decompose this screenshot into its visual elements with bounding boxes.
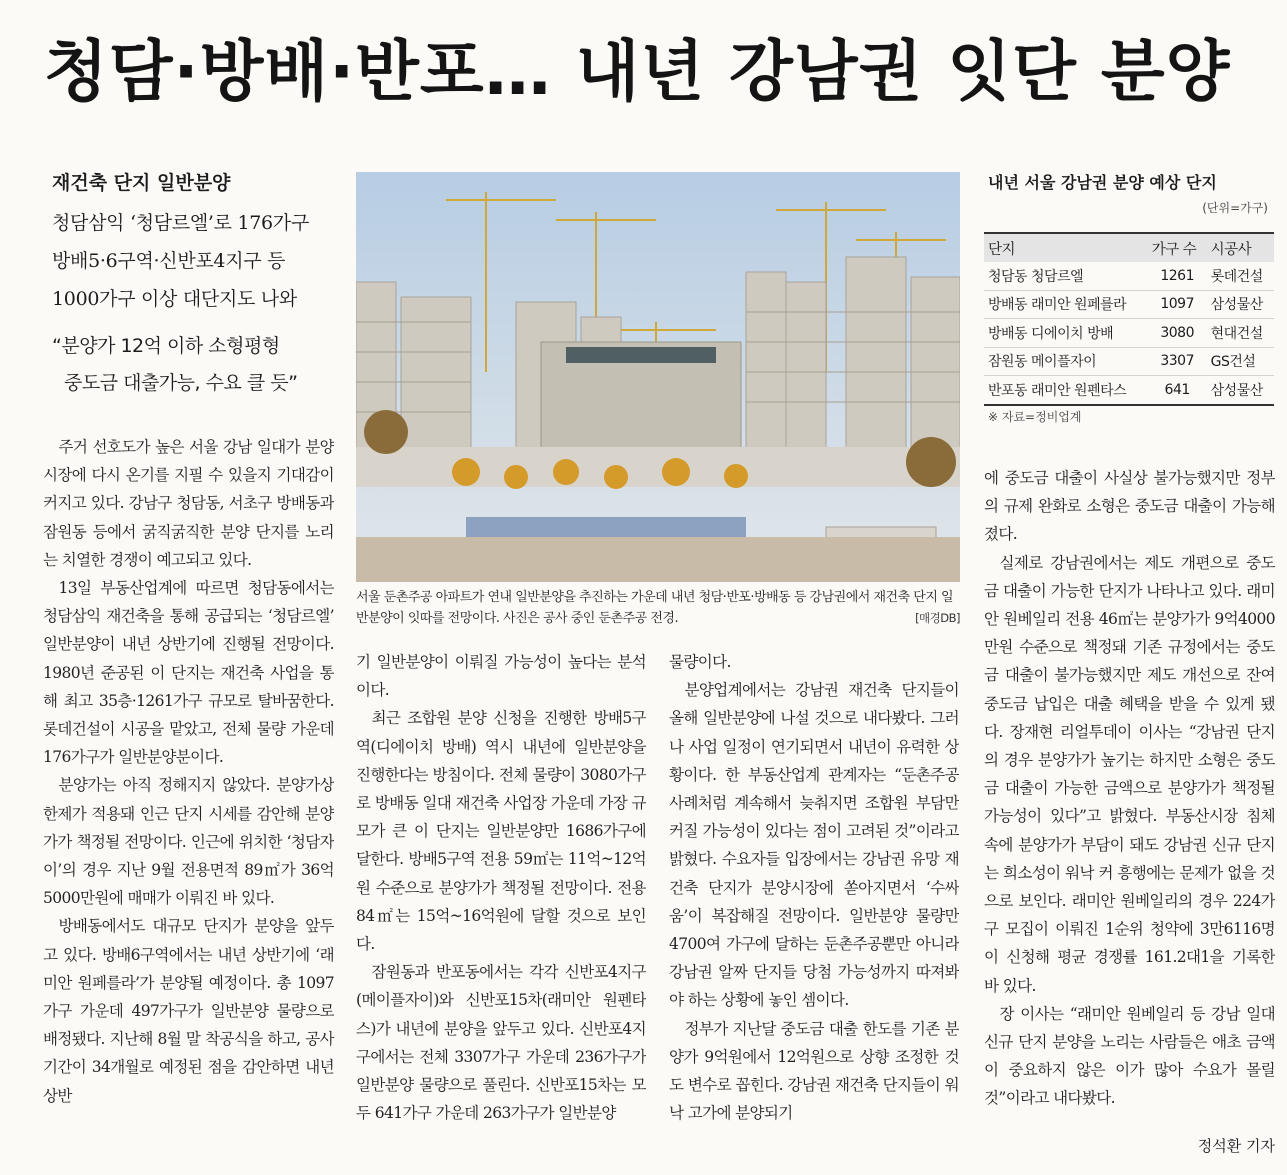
cell-builder: GS건설 (1207, 347, 1274, 376)
body-column-1 (43, 433, 334, 1163)
header-builder: 시공사 (1207, 233, 1274, 262)
cell-units: 1097 (1148, 290, 1207, 319)
cell-builder: 현대건설 (1207, 319, 1274, 348)
paragraph: 장 이사는 “래미안 원베일리 등 강남 일대 신규 단지 분양을 노리는 사람들은 애초 금액이 중요하지 않은 이가 많아 수요가 몰릴 것”이라고 내다봤다. (984, 1004, 1275, 1108)
subhead-line: 청담삼익 ‘청담르엘’로 176가구 (52, 212, 309, 234)
photo-credit: [매경DB] (915, 611, 960, 625)
cell-units: 3080 (1148, 319, 1207, 348)
body-column-4 (984, 464, 1275, 1130)
body-column-2 (356, 648, 646, 1158)
cell-builder: 삼성물산 (1207, 376, 1274, 405)
paragraph: 잠원동과 반포동에서는 각각 신반포4지구(메이플자이)와 신반포15차(래미안 원펜타스)가 내년에 분양을 앞두고 있다. 신반포4지구에서는 전체 3307가구 가운데 236가구가 일반분양 물량으로 풀린다. 신반포15차는 모두 641가구 가운데 263가구가 일반분양 (356, 963, 646, 1123)
byline: 정석환 기자 (1197, 1137, 1275, 1155)
quote-line: “분양가 12억 이하 소형평형 (52, 335, 280, 357)
kicker: 재건축 단지 일반분양 (52, 172, 231, 194)
table-row (984, 290, 1274, 319)
paragraph: 기 일반분양이 이뤄질 가능성이 높다는 분석이다. (356, 653, 646, 700)
complex-table (984, 232, 1274, 406)
subhead-lines (52, 204, 342, 318)
table-unit: (단위=가구) (1202, 201, 1268, 215)
cell-complex: 청담동 청담르엘 (984, 262, 1148, 290)
table-row (984, 319, 1274, 348)
table-row (984, 376, 1274, 405)
cell-complex: 잠원동 메이플자이 (984, 347, 1148, 376)
quote-line: 중도금 대출가능, 수요 클 듯” (64, 372, 298, 394)
body-column-3 (669, 648, 959, 1158)
table-source: ※ 자료=정비업계 (988, 410, 1082, 424)
cell-builder: 삼성물산 (1207, 290, 1274, 319)
header-complex: 단지 (984, 233, 1148, 262)
paragraph: 최근 조합원 분양 신청을 진행한 방배5구역(디에이치 방배) 역시 내년에 일반분양을 진행한다는 방침이다. 전체 물량이 3080가구로 방배동 일대 재건축 사업장 가운데 가장 규모가 큰 이 단지는 일반분양만 1686가구에 달한다. 방배5구역 전용 59㎡는 11억~12억원 수준으로 분양가가 책정될 전망이다. 전용 84㎡는 15억~16억원에 달할 것으로 보인다. (356, 709, 646, 954)
paragraph: 방배동에서도 대규모 단지가 분양을 앞두고 있다. 방배6구역에서는 내년 상반기에 ‘래미안 원페를라’가 분양될 예정이다. 총 1097가구 가운데 497가구가 일반분양 물량으로 배정됐다. 지난해 8월 말 착공식을 하고, 공사기간이 34개월로 예정된 점을 감안하면 내년 상반 (43, 917, 334, 1105)
header-units: 가구 수 (1148, 233, 1207, 262)
table-row (984, 262, 1274, 290)
pull-quote (52, 328, 342, 402)
paragraph: 분양가는 아직 정해지지 않았다. 분양가상한제가 적용돼 인근 단지 시세를 감안해 분양가가 책정될 전망이다. 인근에 위치한 ‘청담자이’의 경우 지난 9월 전용면적 89㎡가 36억5000만원에 매매가 이뤄진 바 있다. (43, 776, 334, 908)
caption-text: 서울 둔촌주공 아파트가 연내 일반분양을 추진하는 가운데 내년 청담·반포·방배동 등 강남권에서 재건축 단지 일반분양이 잇따를 전망이다. 사진은 공사 중인 둔촌주공 전경. (356, 590, 954, 626)
cell-complex: 반포동 래미안 원펜타스 (984, 376, 1148, 405)
paragraph: 물량이다. (669, 653, 731, 671)
paragraph: 분양업계에서는 강남권 재건축 단지들이 올해 일반분양에 나설 것으로 내다봤다. 그러나 사업 일정이 연기되면서 내년이 유력한 상황이다. 한 부동산업계 관계자는 “둔촌주공 사례처럼 계속해서 늦춰지면 조합원 부담만 커질 가능성이 있다는 점이 고려된 것”이라고 밝혔다. 수요자들 입장에서는 강남권 유망 재건축 단지가 분양시장에 쏟아지면서 ‘수싸움’이 복잡해질 전망이다. 일반분양 물량만 4700여 가구에 달하는 둔촌주공뿐만 아니라 강남권 알짜 단지들 당첨 가능성까지 따져봐야 하는 상황에 놓인 셈이다. (669, 681, 959, 1010)
construction-site-photo (356, 172, 960, 582)
paragraph: 실제로 강남권에서는 제도 개편으로 중도금 대출이 가능한 단지가 나타나고 있다. 래미안 원베일리 전용 46㎡는 분양가가 9억4000만원 수준으로 책정돼 기존 규정에서는 중도금 대출이 불가능했지만 제도 개선으로 잔여 중도금 납입은 대출 혜택을 받을 수 있게 됐다. 장재현 리얼투데이 이사는 “강남권 단지의 경우 분양가가 높기는 하지만 소형은 중도금 대출이 가능한 금액으로 분양가가 책정될 가능성이 있다”고 밝혔다. 부동산시장 침체 속에 분양가가 부담이 돼도 강남권 신규 단지는 희소성이 워낙 커 흥행에는 문제가 없을 것으로 보인다. 래미안 원베일리의 경우 224가구 모집이 이뤄진 1순위 청약에 3만6116명이 신청해 평균 경쟁률 161.2대1을 기록한 바 있다. (984, 553, 1275, 995)
table-header-row (984, 233, 1274, 262)
cell-units: 641 (1148, 376, 1207, 405)
subhead-line: 방배5·6구역·신반포4지구 등 (52, 250, 286, 272)
headline: 청담·방배·반포… 내년 강남권 잇단 분양 (44, 33, 1231, 110)
cell-units: 3307 (1148, 347, 1207, 376)
cell-units: 1261 (1148, 262, 1207, 290)
photo-caption (356, 587, 960, 629)
table-row (984, 347, 1274, 376)
cell-builder: 롯데건설 (1207, 262, 1274, 290)
table-title: 내년 서울 강남권 분양 예상 단지 (988, 173, 1217, 192)
paragraph: 13일 부동산업계에 따르면 청담동에서는 청담삼익 재건축을 통해 공급되는 ‘청담르엘’ 일반분양이 내년 상반기에 진행될 전망이다. 1980년 준공된 이 단지는 재건축 사업을 통해 최고 35층·1261가구 규모로 탈바꿈한다. 롯데건설이 시공을 맡았고, 전체 물량 가운데 176가구가 일반분양분이다. (43, 579, 334, 767)
cell-complex: 방배동 디에이치 방배 (984, 319, 1148, 348)
paragraph: 정부가 지난달 중도금 대출 한도를 기존 분양가 9억원에서 12억원으로 상향 조정한 것도 변수로 꼽힌다. 강남권 재건축 단지들이 워낙 고가에 분양되기 (669, 1019, 959, 1123)
cell-complex: 방배동 래미안 원페를라 (984, 290, 1148, 319)
paragraph: 주거 선호도가 높은 서울 강남 일대가 분양시장에 다시 온기를 지필 수 있을지 기대감이 커지고 있다. 강남구 청담동, 서초구 방배동과 잠원동 등에서 굵직굵직한 분양 단지를 노리는 치열한 경쟁이 예고되고 있다. (43, 438, 334, 569)
paragraph: 에 중도금 대출이 사실상 불가능했지만 정부의 규제 완화로 소형은 중도금 대출이 가능해졌다. (984, 469, 1275, 544)
subhead-box (52, 168, 342, 402)
subhead-line: 1000가구 이상 대단지도 나와 (52, 288, 297, 310)
